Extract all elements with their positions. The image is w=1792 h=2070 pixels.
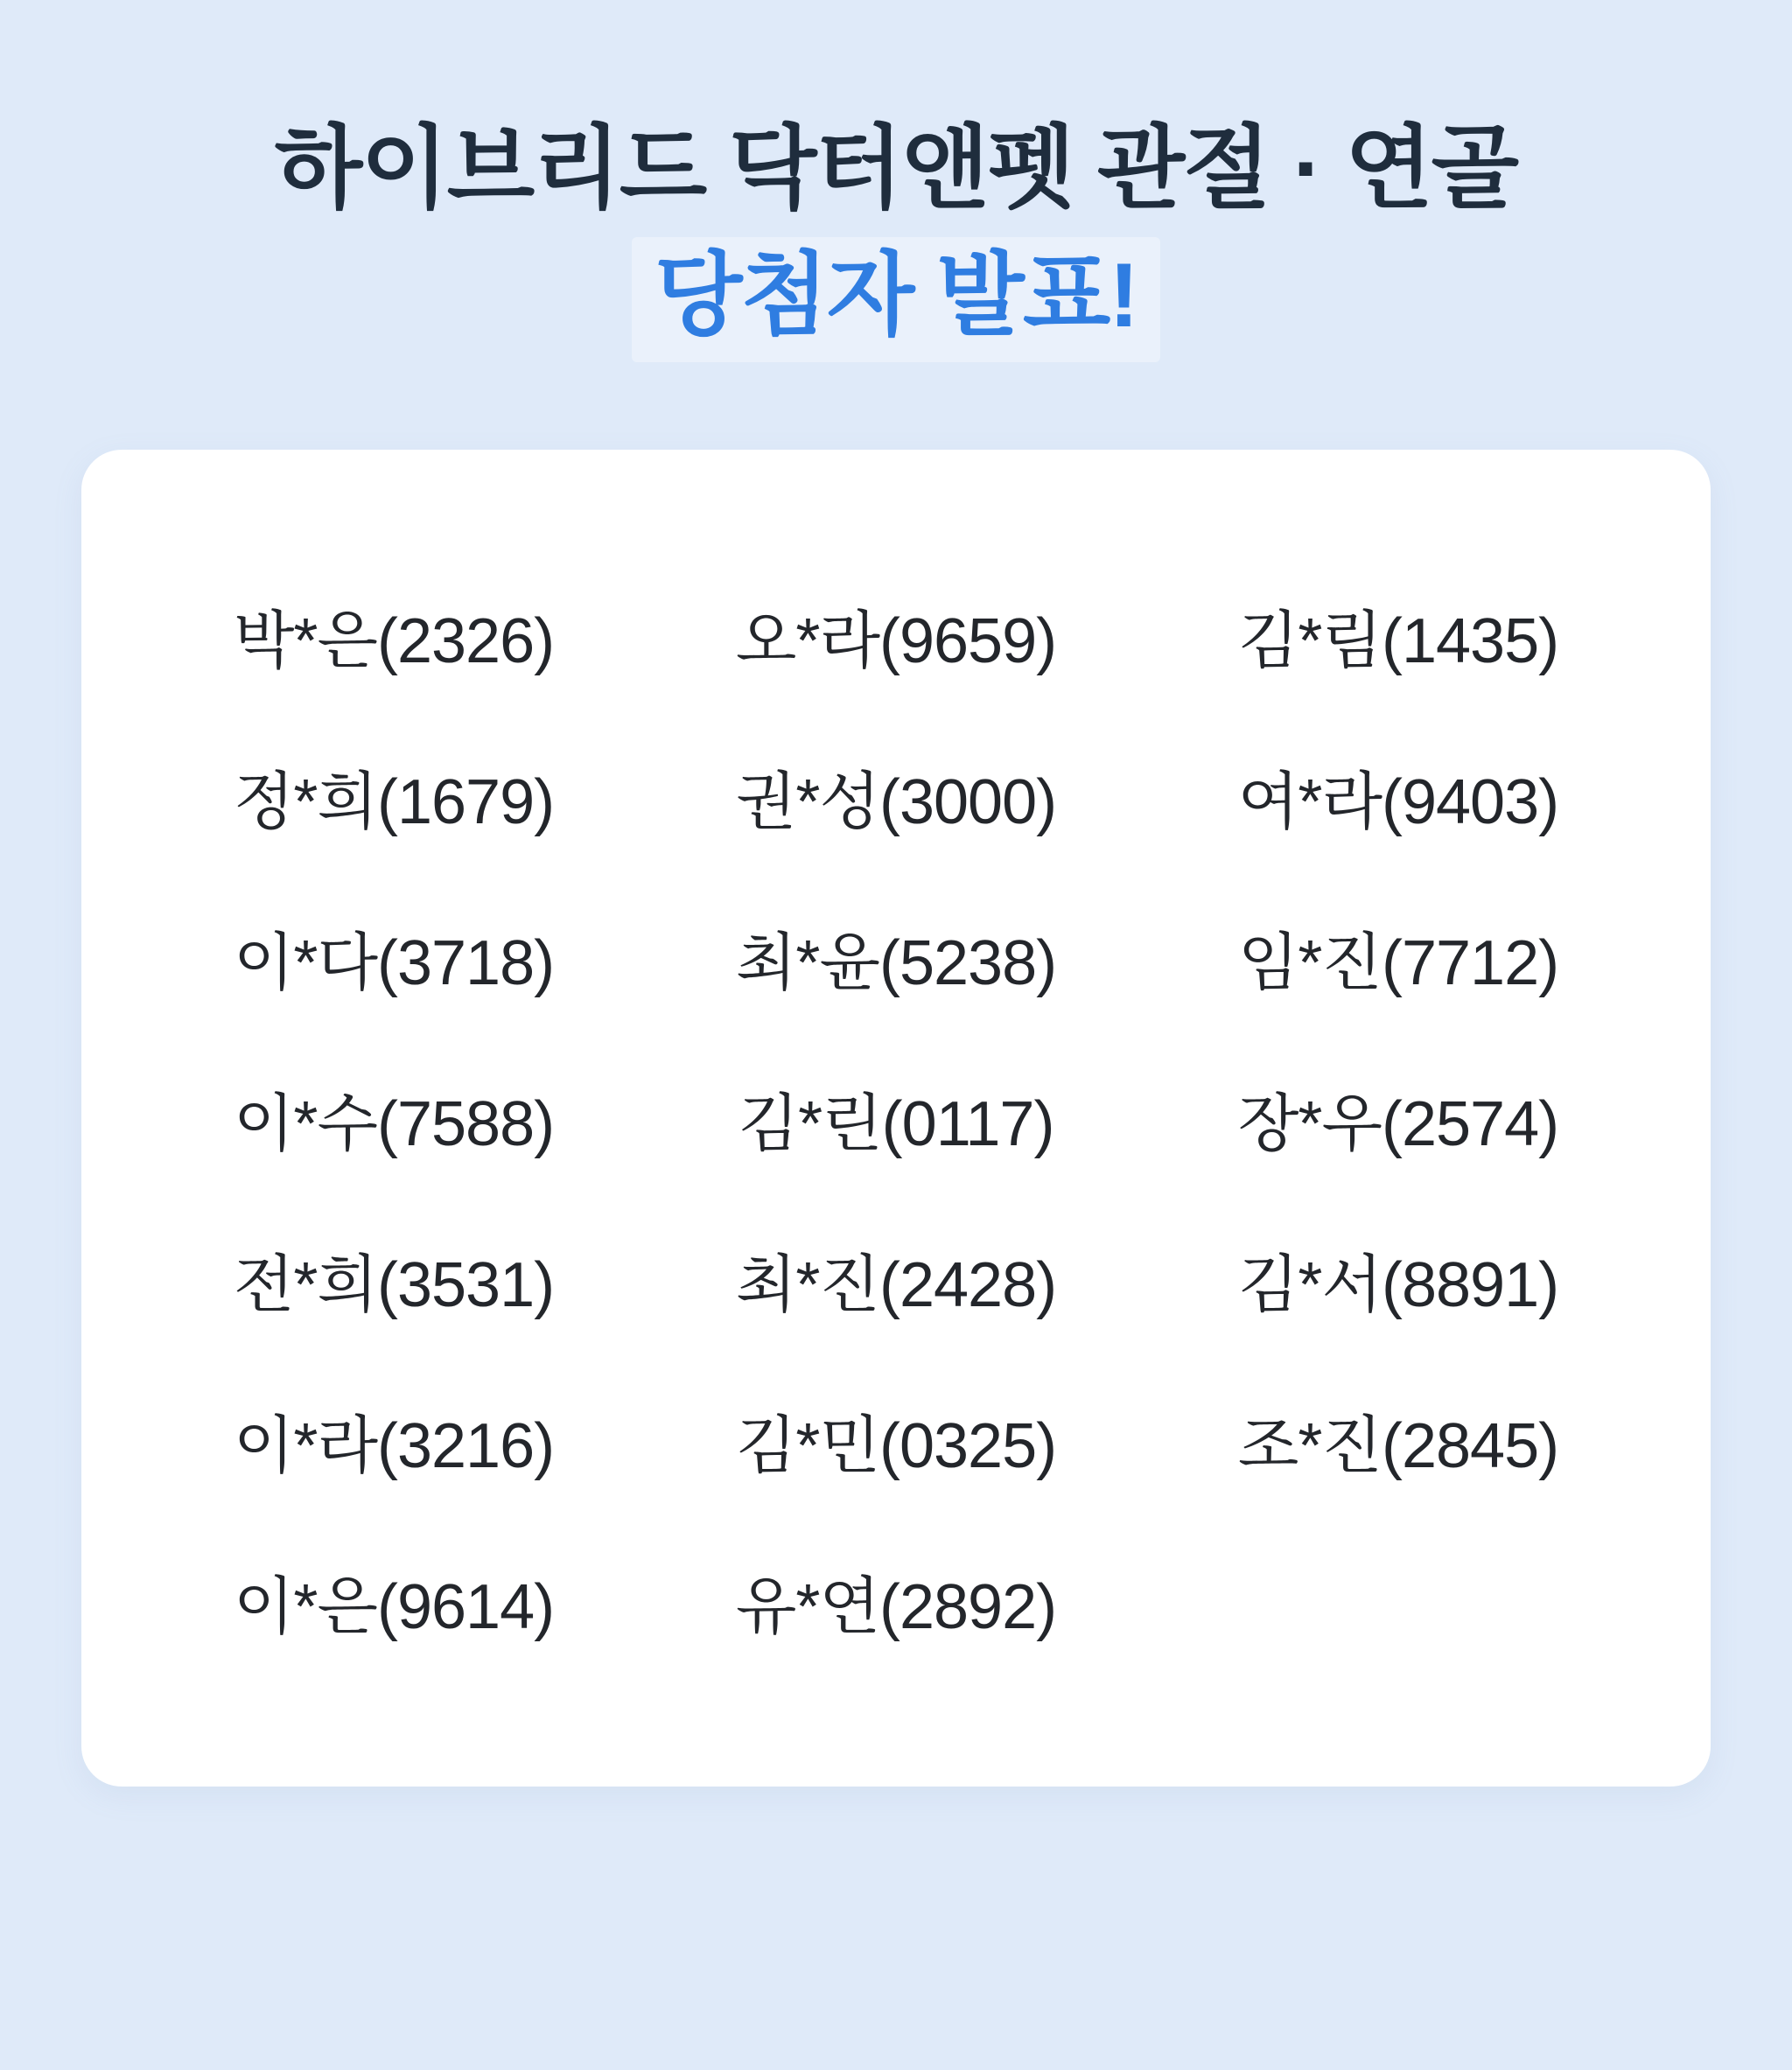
winner-entry: 여*라(9403) xyxy=(1237,766,1559,837)
winner-entry: 김*린(0117) xyxy=(738,1088,1054,1159)
winner-entry: 최*진(2428) xyxy=(735,1249,1057,1320)
winner-entry: 유*연(2892) xyxy=(735,1571,1057,1642)
winner-entry: 최*윤(5238) xyxy=(735,927,1057,998)
winner-entry: 임*진(7712) xyxy=(1237,927,1559,998)
winner-entry: 김*서(8891) xyxy=(1237,1249,1559,1320)
winner-entry: 정*희(1679) xyxy=(233,766,555,837)
winner-entry: 박*은(2326) xyxy=(233,605,555,676)
winner-entry: 김*민(0325) xyxy=(735,1410,1057,1481)
winner-entry: 이*수(7588) xyxy=(233,1088,555,1159)
winner-entry: 조*진(2845) xyxy=(1237,1410,1559,1481)
winner-entry: 이*다(3718) xyxy=(233,927,555,998)
winner-entry: 오*라(9659) xyxy=(735,605,1057,676)
winner-entry: 김*림(1435) xyxy=(1237,605,1559,676)
winners-grid xyxy=(143,555,1649,1682)
winner-entry: 권*성(3000) xyxy=(735,766,1057,837)
winner-entry: 이*은(9614) xyxy=(233,1571,555,1642)
winners-card xyxy=(81,450,1711,1787)
winner-entry: 장*우(2574) xyxy=(1237,1088,1559,1159)
title-line-secondary-wrapper xyxy=(275,237,1517,362)
title-line-secondary: 당첨자 발표! xyxy=(632,237,1160,362)
winner-entry: 이*라(3216) xyxy=(233,1410,555,1481)
page-title xyxy=(275,114,1517,362)
title-line-primary: 하이브리드 닥터앤펫 관절 · 연골 xyxy=(274,118,1518,220)
winner-entry: 전*희(3531) xyxy=(233,1249,555,1320)
